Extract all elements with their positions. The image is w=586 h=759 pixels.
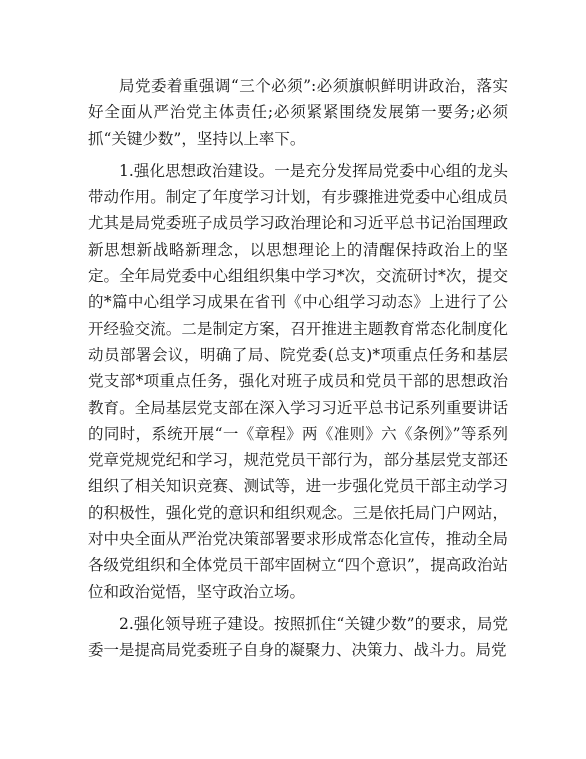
paragraph-leadership-building: 2.强化领导班子建设。按照抓住“关键少数”的要求，局党委一是提高局党委班子自身的凝聚力、决策力、战斗力。局党: [88, 614, 508, 660]
paragraph-ideological-building: 1.强化思想政治建设。一是充分发挥局党委中心组的龙头带动作用。制定了年度学习计划，有步骤推进党委中心组成员尤其是局党委班子成员学习政治理论和习近平总书记治国理政新思想新战略新理念，以思想理论上的清醒保持政治上的坚定。全年局党委中心组组织集中学习*次，交流研讨*次，提交的*篇中心组学习成果在省刊《中心组学习动态》上进行了公开经验交流。二是制定方案，召开推进主题教育常态化制度化动员部署会议，明确了局、院党委(总支)*项重点任务和基层党支部*项重点任务，强化对班子成员和党员干部的思想政治教育。全局基层党支部在深入学习习近平总书记系列重要讲话的同时，系统开展“一《章程》两《准则》六《条例》”等系列党章党规党纪和学习，规范党员干部行为，部分基层党支部还组织了相关知识竞赛、测试等，进一步强化党员干部主动学习的积极性，强化党的意识和组织观念。三是依托局门户网站，对中央全面从严治党决策部署要求形成常态化宣传，推动全局各级党组织和全体党员干部牢固树立“四个意识”，提高政治站位和政治觉悟，坚守政治立场。: [88, 161, 508, 601]
document-body: [88, 73, 508, 664]
paragraph-summary: 局党委着重强调“三个必须”:必须旗帜鲜明讲政治，落实好全面从严治党主体责任;必须紧紧围绕发展第一要务;必须抓“关键少数”，坚持以上率下。: [88, 77, 508, 148]
